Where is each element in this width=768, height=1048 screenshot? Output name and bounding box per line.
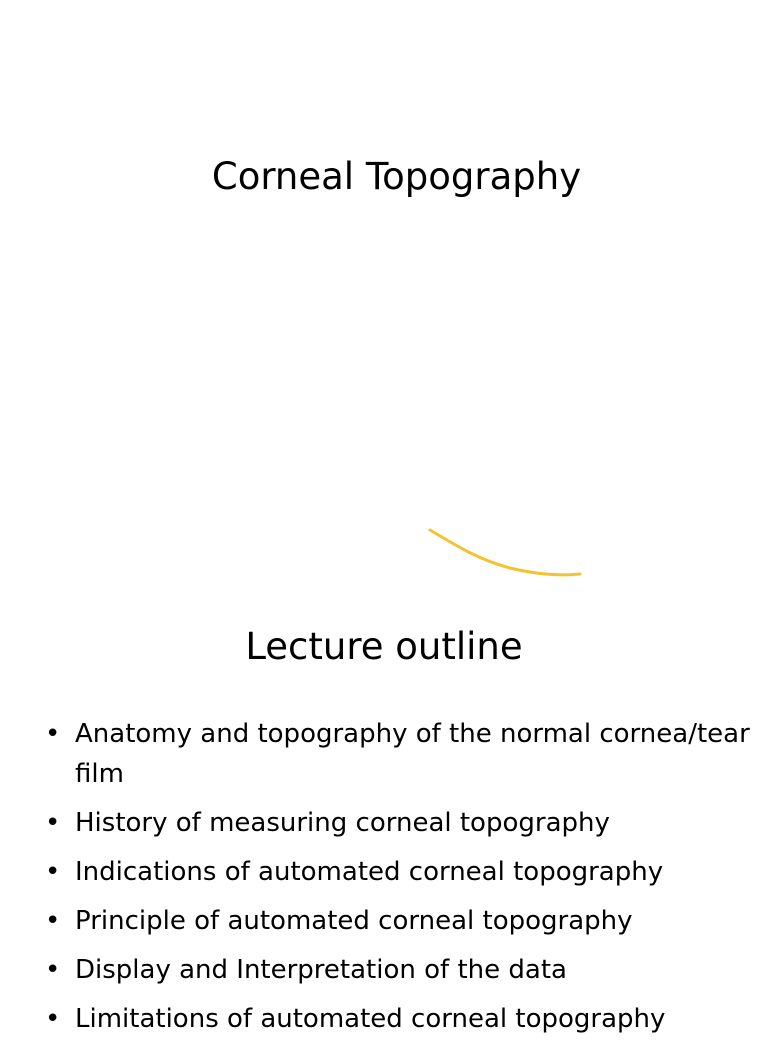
slide-title: Corneal Topography — [211, 155, 582, 198]
list-item — [0, 714, 768, 794]
list-item — [0, 950, 768, 990]
bullet-icon: • — [45, 719, 61, 749]
bullet-icon: • — [45, 857, 61, 887]
list-item — [0, 999, 768, 1039]
bullet-icon: • — [45, 955, 61, 985]
list-item-text: History of measuring corneal topography — [75, 808, 610, 838]
decorative-curve-icon — [420, 520, 590, 590]
list-item — [0, 852, 768, 892]
list-item — [0, 803, 768, 843]
outline-slide — [0, 600, 768, 1034]
bullet-icon: • — [45, 1004, 61, 1034]
outline-list — [0, 714, 768, 1048]
list-item-text: Indications of automated corneal topography — [75, 857, 664, 887]
list-item-text: Display and Interpretation of the data — [75, 955, 567, 985]
bullet-icon: • — [45, 906, 61, 936]
list-item-text: Anatomy and topography of the normal cornea/tear film — [75, 719, 750, 789]
list-item — [0, 901, 768, 941]
bullet-icon: • — [45, 808, 61, 838]
list-item-text: Principle of automated corneal topography — [75, 906, 633, 936]
list-item-text: Limitations of automated corneal topography — [75, 1004, 666, 1034]
slide-title: Lecture outline — [245, 625, 523, 668]
